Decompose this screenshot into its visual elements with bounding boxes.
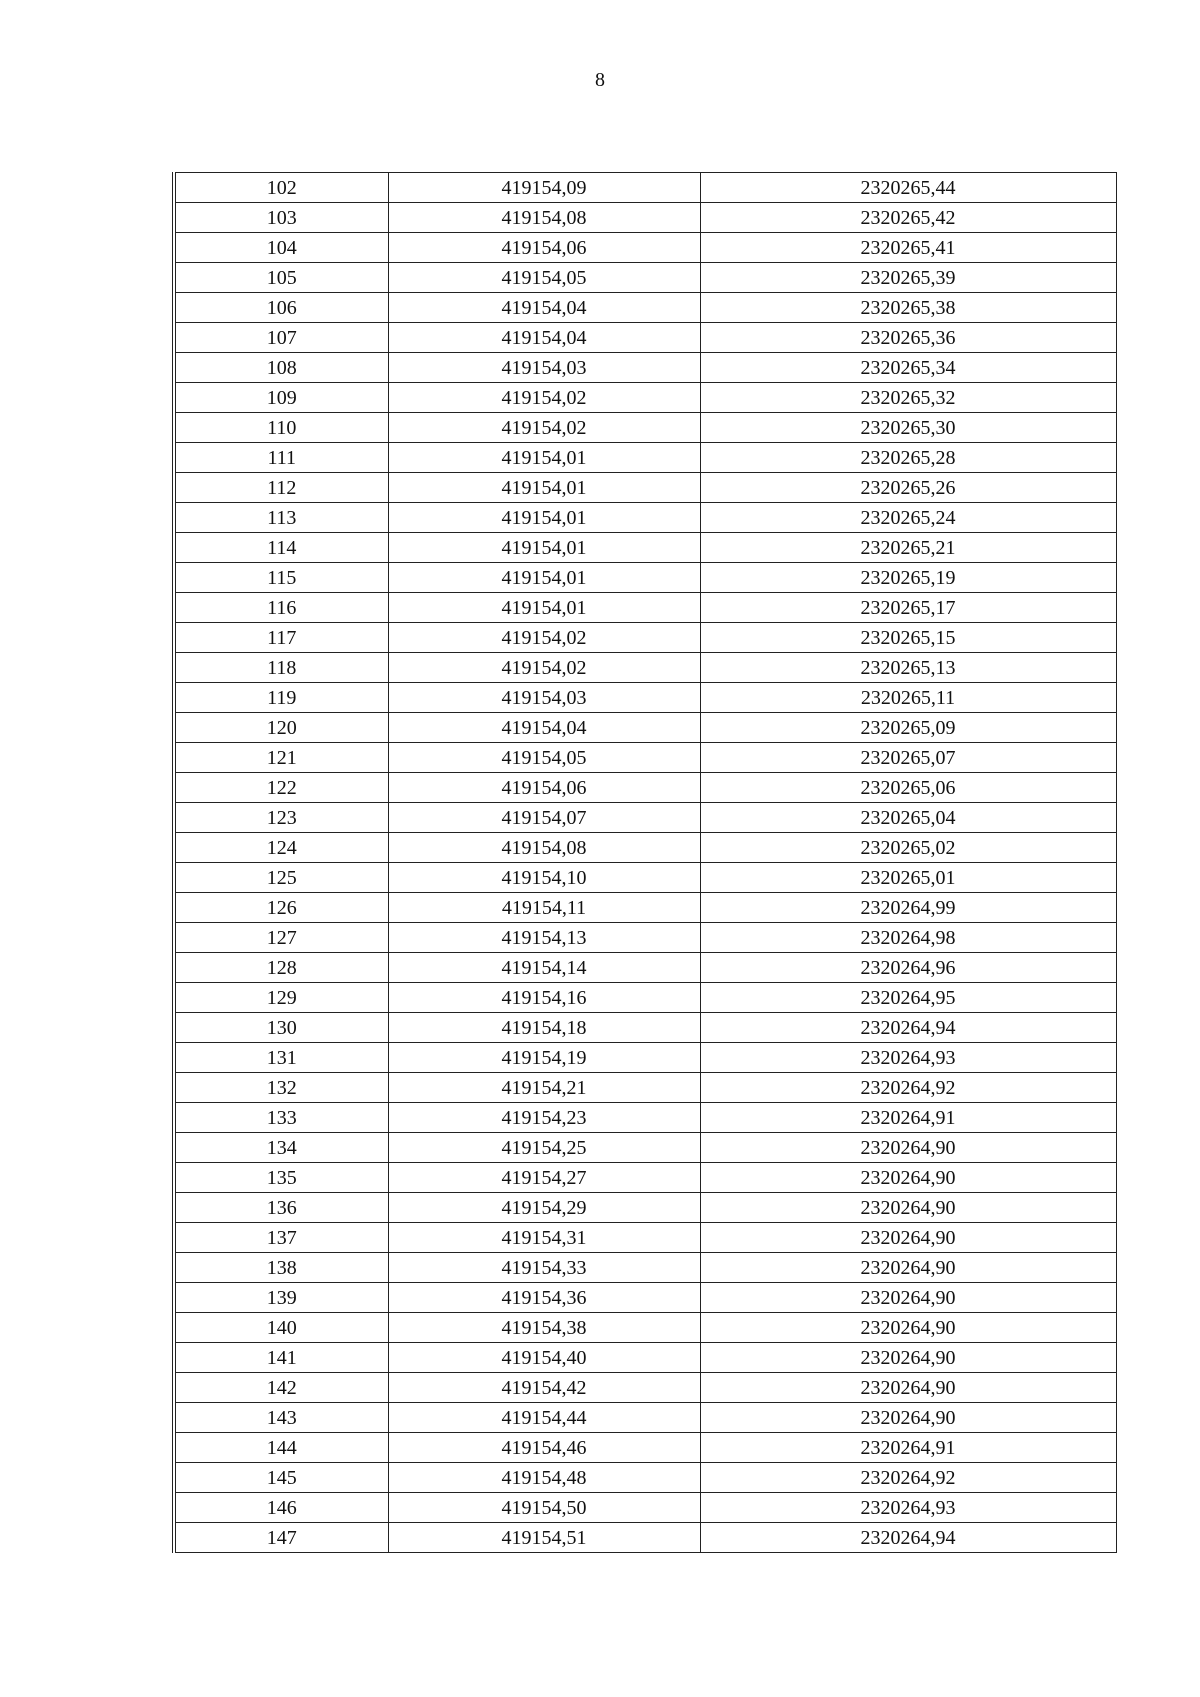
- point-number-cell: 124: [174, 833, 388, 863]
- y-coordinate-cell: 2320264,93: [700, 1043, 1116, 1073]
- point-number-cell: 128: [174, 953, 388, 983]
- y-coordinate-cell: 2320264,92: [700, 1073, 1116, 1103]
- point-number-cell: 132: [174, 1073, 388, 1103]
- table-row: [174, 863, 1116, 893]
- point-number-cell: 137: [174, 1223, 388, 1253]
- table-row: [174, 263, 1116, 293]
- table-row: [174, 1283, 1116, 1313]
- point-number-cell: 139: [174, 1283, 388, 1313]
- table-row: [174, 983, 1116, 1013]
- point-number-cell: 131: [174, 1043, 388, 1073]
- table-row: [174, 533, 1116, 563]
- x-coordinate-cell: 419154,01: [388, 473, 700, 503]
- y-coordinate-cell: 2320265,34: [700, 353, 1116, 383]
- table-row: [174, 1463, 1116, 1493]
- y-coordinate-cell: 2320265,07: [700, 743, 1116, 773]
- table-row: [174, 233, 1116, 263]
- point-number-cell: 142: [174, 1373, 388, 1403]
- table-row: [174, 443, 1116, 473]
- point-number-cell: 117: [174, 623, 388, 653]
- x-coordinate-cell: 419154,06: [388, 233, 700, 263]
- point-number-cell: 135: [174, 1163, 388, 1193]
- table-row: [174, 1403, 1116, 1433]
- x-coordinate-cell: 419154,06: [388, 773, 700, 803]
- y-coordinate-cell: 2320264,90: [700, 1283, 1116, 1313]
- y-coordinate-cell: 2320264,98: [700, 923, 1116, 953]
- coordinates-table-body: [174, 173, 1116, 1553]
- coordinates-table: [172, 172, 1117, 1553]
- y-coordinate-cell: 2320265,09: [700, 713, 1116, 743]
- x-coordinate-cell: 419154,01: [388, 533, 700, 563]
- table-row: [174, 503, 1116, 533]
- x-coordinate-cell: 419154,51: [388, 1523, 700, 1553]
- point-number-cell: 108: [174, 353, 388, 383]
- x-coordinate-cell: 419154,10: [388, 863, 700, 893]
- x-coordinate-cell: 419154,42: [388, 1373, 700, 1403]
- point-number-cell: 111: [174, 443, 388, 473]
- point-number-cell: 120: [174, 713, 388, 743]
- x-coordinate-cell: 419154,11: [388, 893, 700, 923]
- table-row: [174, 743, 1116, 773]
- y-coordinate-cell: 2320264,91: [700, 1433, 1116, 1463]
- y-coordinate-cell: 2320265,36: [700, 323, 1116, 353]
- point-number-cell: 109: [174, 383, 388, 413]
- x-coordinate-cell: 419154,01: [388, 563, 700, 593]
- table-row: [174, 1313, 1116, 1343]
- y-coordinate-cell: 2320264,94: [700, 1523, 1116, 1553]
- table-row: [174, 173, 1116, 203]
- point-number-cell: 126: [174, 893, 388, 923]
- y-coordinate-cell: 2320265,44: [700, 173, 1116, 203]
- x-coordinate-cell: 419154,08: [388, 833, 700, 863]
- point-number-cell: 143: [174, 1403, 388, 1433]
- point-number-cell: 119: [174, 683, 388, 713]
- table-row: [174, 413, 1116, 443]
- table-row: [174, 1133, 1116, 1163]
- x-coordinate-cell: 419154,38: [388, 1313, 700, 1343]
- table-row: [174, 773, 1116, 803]
- table-row: [174, 833, 1116, 863]
- table-row: [174, 353, 1116, 383]
- point-number-cell: 114: [174, 533, 388, 563]
- x-coordinate-cell: 419154,08: [388, 203, 700, 233]
- x-coordinate-cell: 419154,21: [388, 1073, 700, 1103]
- table-row: [174, 1223, 1116, 1253]
- table-row: [174, 623, 1116, 653]
- x-coordinate-cell: 419154,04: [388, 323, 700, 353]
- point-number-cell: 146: [174, 1493, 388, 1523]
- x-coordinate-cell: 419154,03: [388, 353, 700, 383]
- y-coordinate-cell: 2320264,91: [700, 1103, 1116, 1133]
- table-row: [174, 1163, 1116, 1193]
- point-number-cell: 123: [174, 803, 388, 833]
- point-number-cell: 136: [174, 1193, 388, 1223]
- x-coordinate-cell: 419154,13: [388, 923, 700, 953]
- table-row: [174, 323, 1116, 353]
- table-row: [174, 473, 1116, 503]
- page-number: 8: [595, 69, 605, 91]
- y-coordinate-cell: 2320264,90: [700, 1133, 1116, 1163]
- table-row: [174, 1013, 1116, 1043]
- point-number-cell: 130: [174, 1013, 388, 1043]
- table-row: [174, 923, 1116, 953]
- x-coordinate-cell: 419154,02: [388, 653, 700, 683]
- point-number-cell: 141: [174, 1343, 388, 1373]
- point-number-cell: 140: [174, 1313, 388, 1343]
- y-coordinate-cell: 2320264,90: [700, 1253, 1116, 1283]
- x-coordinate-cell: 419154,16: [388, 983, 700, 1013]
- x-coordinate-cell: 419154,46: [388, 1433, 700, 1463]
- x-coordinate-cell: 419154,27: [388, 1163, 700, 1193]
- x-coordinate-cell: 419154,07: [388, 803, 700, 833]
- table-row: [174, 1043, 1116, 1073]
- x-coordinate-cell: 419154,02: [388, 383, 700, 413]
- y-coordinate-cell: 2320265,30: [700, 413, 1116, 443]
- table-row: [174, 383, 1116, 413]
- table-row: [174, 203, 1116, 233]
- point-number-cell: 105: [174, 263, 388, 293]
- x-coordinate-cell: 419154,04: [388, 713, 700, 743]
- y-coordinate-cell: 2320265,19: [700, 563, 1116, 593]
- point-number-cell: 118: [174, 653, 388, 683]
- y-coordinate-cell: 2320264,99: [700, 893, 1116, 923]
- y-coordinate-cell: 2320265,02: [700, 833, 1116, 863]
- x-coordinate-cell: 419154,05: [388, 263, 700, 293]
- x-coordinate-cell: 419154,02: [388, 413, 700, 443]
- table-row: [174, 653, 1116, 683]
- x-coordinate-cell: 419154,09: [388, 173, 700, 203]
- y-coordinate-cell: 2320264,96: [700, 953, 1116, 983]
- table-row: [174, 683, 1116, 713]
- x-coordinate-cell: 419154,05: [388, 743, 700, 773]
- y-coordinate-cell: 2320265,26: [700, 473, 1116, 503]
- x-coordinate-cell: 419154,40: [388, 1343, 700, 1373]
- table-row: [174, 1073, 1116, 1103]
- table-row: [174, 593, 1116, 623]
- y-coordinate-cell: 2320264,93: [700, 1493, 1116, 1523]
- x-coordinate-cell: 419154,01: [388, 443, 700, 473]
- y-coordinate-cell: 2320264,90: [700, 1223, 1116, 1253]
- table-row: [174, 1523, 1116, 1553]
- x-coordinate-cell: 419154,03: [388, 683, 700, 713]
- table-row: [174, 803, 1116, 833]
- point-number-cell: 133: [174, 1103, 388, 1133]
- y-coordinate-cell: 2320264,90: [700, 1163, 1116, 1193]
- x-coordinate-cell: 419154,29: [388, 1193, 700, 1223]
- table-row: [174, 1253, 1116, 1283]
- x-coordinate-cell: 419154,50: [388, 1493, 700, 1523]
- table-row: [174, 1373, 1116, 1403]
- y-coordinate-cell: 2320265,38: [700, 293, 1116, 323]
- point-number-cell: 116: [174, 593, 388, 623]
- point-number-cell: 121: [174, 743, 388, 773]
- y-coordinate-cell: 2320264,90: [700, 1193, 1116, 1223]
- point-number-cell: 107: [174, 323, 388, 353]
- x-coordinate-cell: 419154,36: [388, 1283, 700, 1313]
- point-number-cell: 106: [174, 293, 388, 323]
- y-coordinate-cell: 2320264,90: [700, 1403, 1116, 1433]
- table-row: [174, 893, 1116, 923]
- table-row: [174, 563, 1116, 593]
- point-number-cell: 103: [174, 203, 388, 233]
- y-coordinate-cell: 2320265,15: [700, 623, 1116, 653]
- point-number-cell: 127: [174, 923, 388, 953]
- y-coordinate-cell: 2320264,92: [700, 1463, 1116, 1493]
- x-coordinate-cell: 419154,31: [388, 1223, 700, 1253]
- point-number-cell: 125: [174, 863, 388, 893]
- y-coordinate-cell: 2320265,41: [700, 233, 1116, 263]
- point-number-cell: 102: [174, 173, 388, 203]
- x-coordinate-cell: 419154,19: [388, 1043, 700, 1073]
- x-coordinate-cell: 419154,48: [388, 1463, 700, 1493]
- table-row: [174, 293, 1116, 323]
- y-coordinate-cell: 2320265,06: [700, 773, 1116, 803]
- point-number-cell: 115: [174, 563, 388, 593]
- table-row: [174, 1433, 1116, 1463]
- y-coordinate-cell: 2320265,42: [700, 203, 1116, 233]
- point-number-cell: 112: [174, 473, 388, 503]
- y-coordinate-cell: 2320265,01: [700, 863, 1116, 893]
- y-coordinate-cell: 2320265,17: [700, 593, 1116, 623]
- y-coordinate-cell: 2320264,90: [700, 1343, 1116, 1373]
- point-number-cell: 113: [174, 503, 388, 533]
- point-number-cell: 147: [174, 1523, 388, 1553]
- y-coordinate-cell: 2320265,28: [700, 443, 1116, 473]
- x-coordinate-cell: 419154,02: [388, 623, 700, 653]
- y-coordinate-cell: 2320264,90: [700, 1313, 1116, 1343]
- x-coordinate-cell: 419154,25: [388, 1133, 700, 1163]
- point-number-cell: 122: [174, 773, 388, 803]
- point-number-cell: 129: [174, 983, 388, 1013]
- y-coordinate-cell: 2320265,04: [700, 803, 1116, 833]
- x-coordinate-cell: 419154,04: [388, 293, 700, 323]
- point-number-cell: 144: [174, 1433, 388, 1463]
- table-row: [174, 1493, 1116, 1523]
- y-coordinate-cell: 2320265,21: [700, 533, 1116, 563]
- point-number-cell: 138: [174, 1253, 388, 1283]
- y-coordinate-cell: 2320265,32: [700, 383, 1116, 413]
- point-number-cell: 104: [174, 233, 388, 263]
- point-number-cell: 134: [174, 1133, 388, 1163]
- y-coordinate-cell: 2320264,90: [700, 1373, 1116, 1403]
- table-row: [174, 1193, 1116, 1223]
- point-number-cell: 110: [174, 413, 388, 443]
- table-row: [174, 1103, 1116, 1133]
- y-coordinate-cell: 2320265,13: [700, 653, 1116, 683]
- y-coordinate-cell: 2320264,94: [700, 1013, 1116, 1043]
- point-number-cell: 145: [174, 1463, 388, 1493]
- x-coordinate-cell: 419154,44: [388, 1403, 700, 1433]
- y-coordinate-cell: 2320265,24: [700, 503, 1116, 533]
- x-coordinate-cell: 419154,18: [388, 1013, 700, 1043]
- table-row: [174, 713, 1116, 743]
- y-coordinate-cell: 2320265,39: [700, 263, 1116, 293]
- x-coordinate-cell: 419154,33: [388, 1253, 700, 1283]
- x-coordinate-cell: 419154,01: [388, 503, 700, 533]
- x-coordinate-cell: 419154,01: [388, 593, 700, 623]
- x-coordinate-cell: 419154,23: [388, 1103, 700, 1133]
- y-coordinate-cell: 2320264,95: [700, 983, 1116, 1013]
- x-coordinate-cell: 419154,14: [388, 953, 700, 983]
- table-row: [174, 1343, 1116, 1373]
- y-coordinate-cell: 2320265,11: [700, 683, 1116, 713]
- table-row: [174, 953, 1116, 983]
